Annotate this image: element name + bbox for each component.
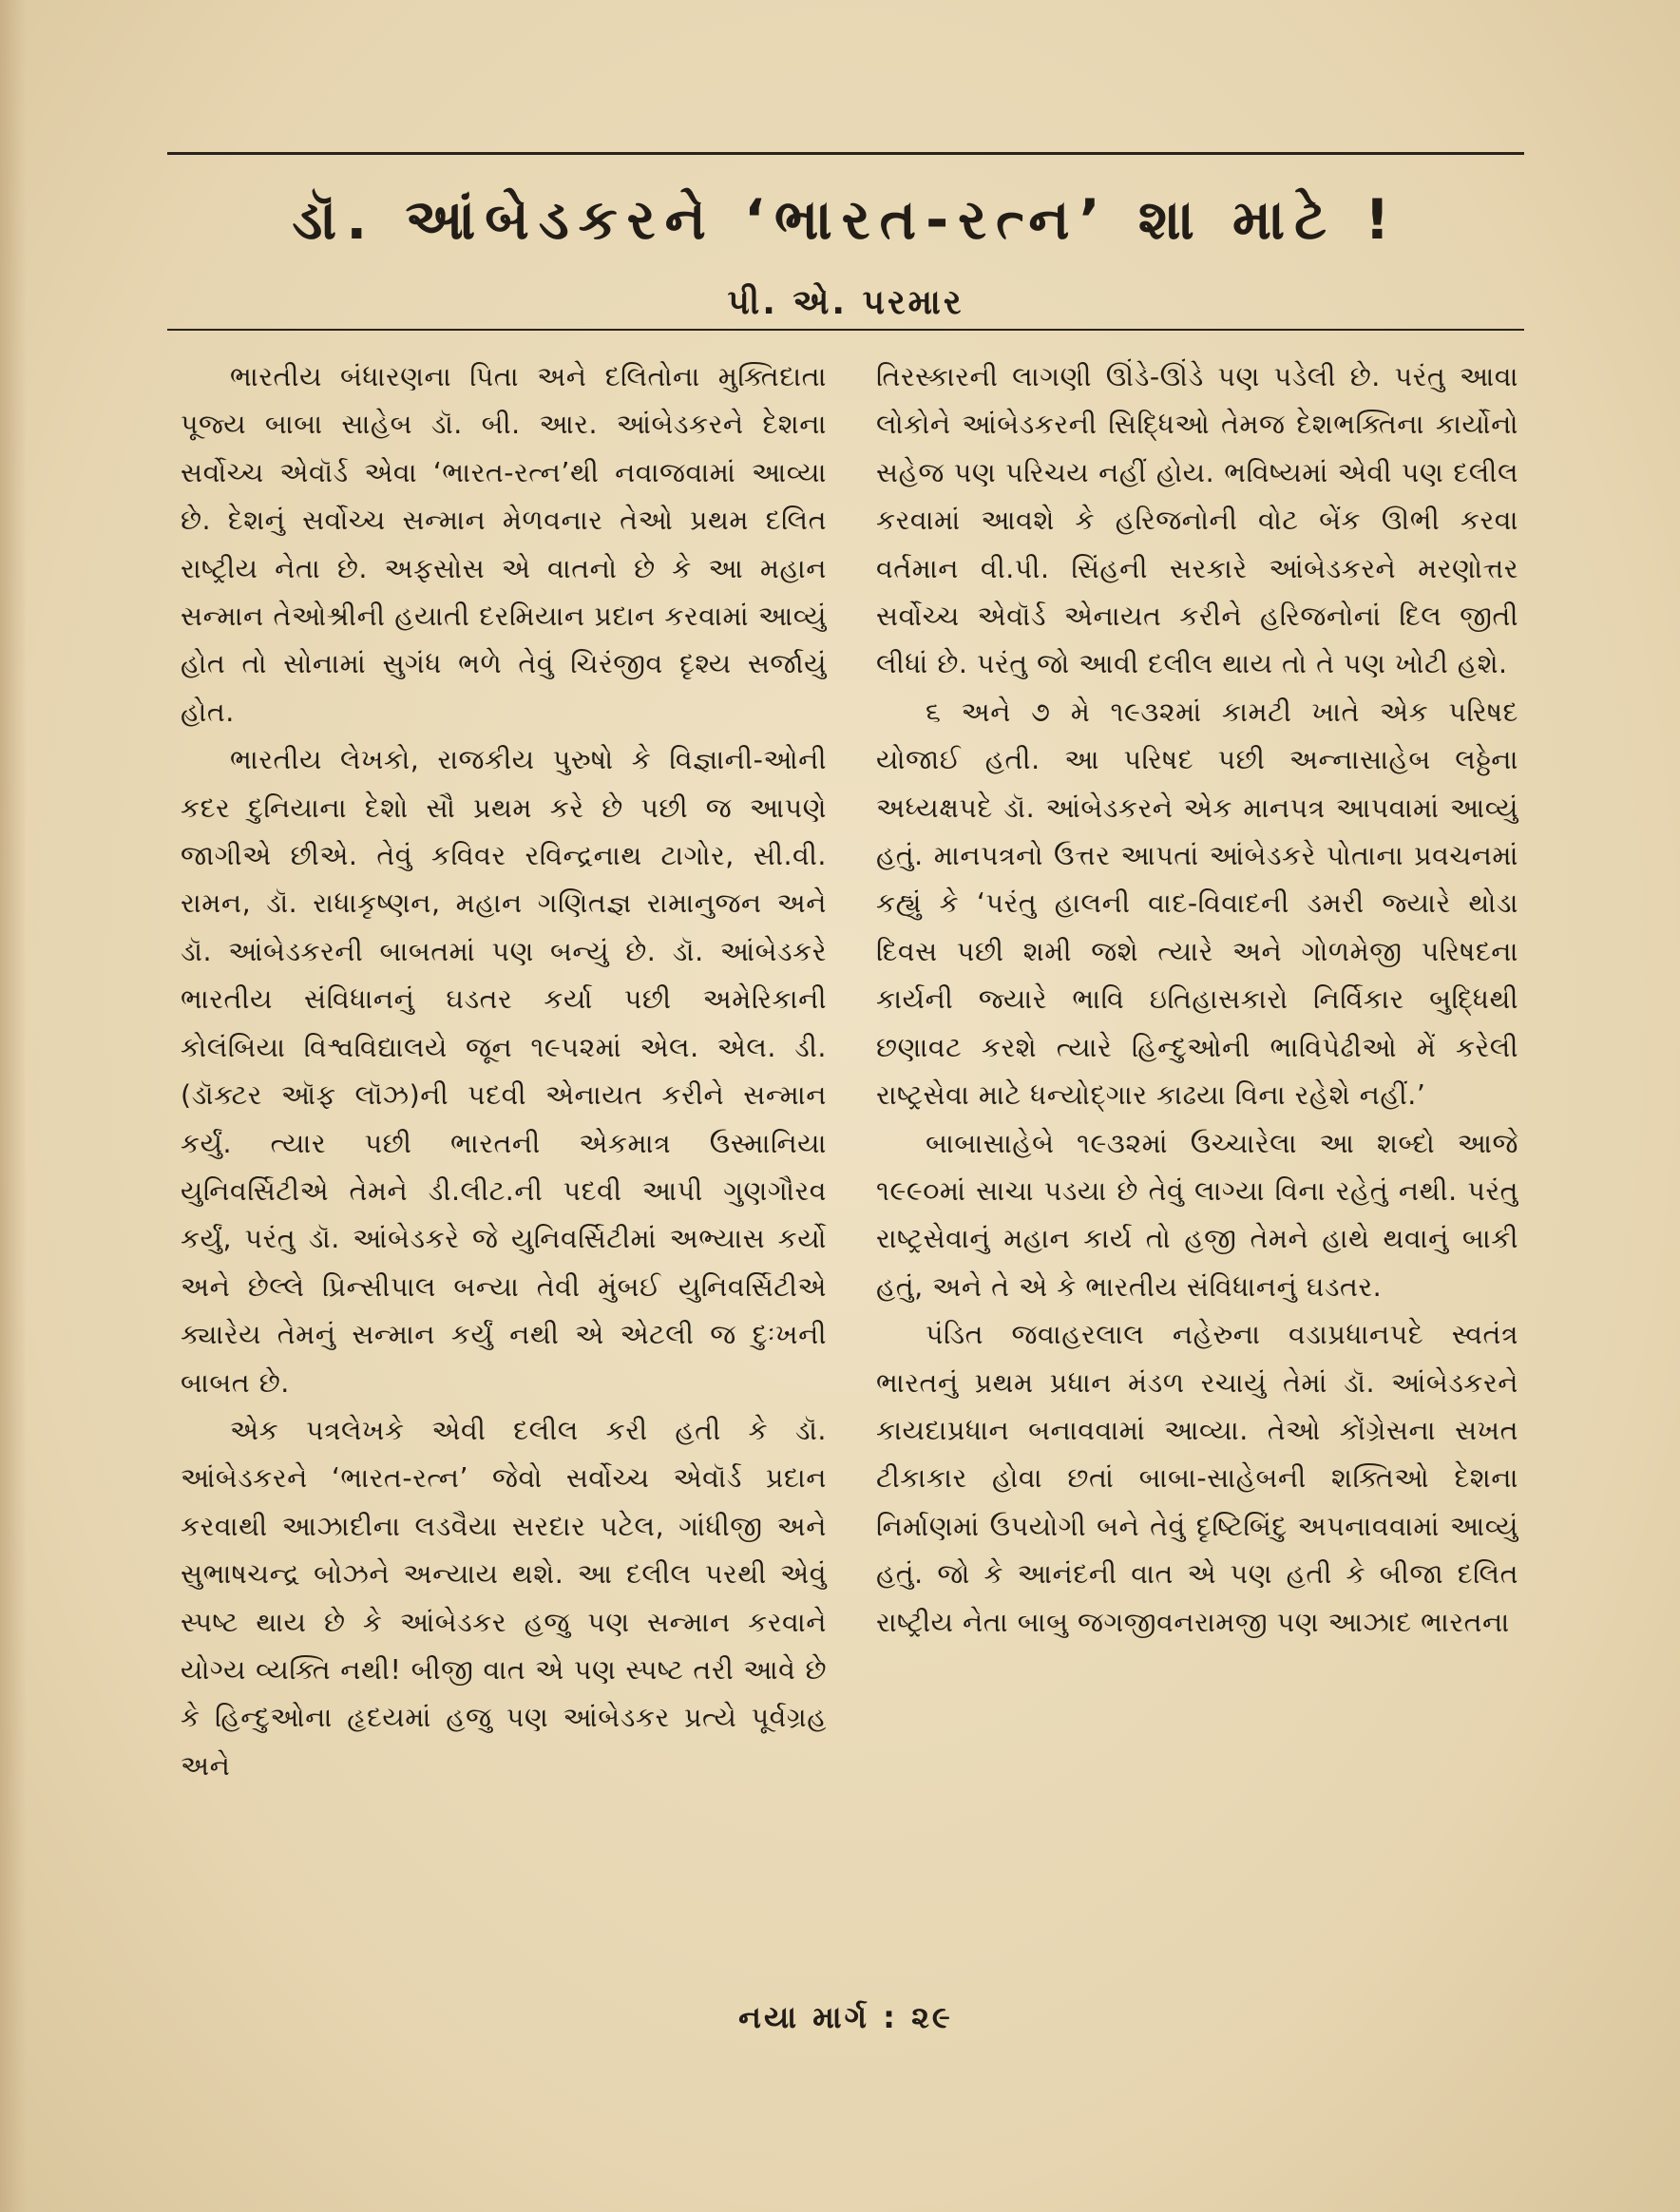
paragraph: એક પત્રલેખકે એવી દલીલ કરી હતી કે ડૉ. આંબેડકરને ‘ભારત-રત્ન’ જેવો સર્વોચ્ચ એવૉર્ડ પ્રદાન કરવાથી આઝાદીના લડવૈયા સરદાર પટેલ, ગાંધીજી અને સુભાષચન્દ્ર બોઝને અન્યાય થશે. આ દલીલ પરથી એવું સ્પષ્ટ થાય છે કે આંબેડકર હજુ પણ સન્માન કરવાને યોગ્ય વ્યક્તિ નથી! બીજી વાત એ પણ સ્પષ્ટ તરી આવે છે કે હિન્દુઓના હૃદયમાં હજુ પણ આંબેડકર પ્રત્યે પૂર્વગ્રહ અને <box>181 1414 827 1782</box>
paragraph: ભારતીય બંધારણના પિતા અને દલિતોના મુક્તિદાતા પૂજ્ય બાબા સાહેબ ડૉ. બી. આર. આંબેડકરને દેશના સર્વોચ્ચ એવૉર્ડ એવા ‘ભારત-રત્ન’થી નવાજવામાં આવ્યા છે. દેશનું સર્વોચ્ચ સન્માન મેળવનાર તેઓ પ્રથમ દલિત રાષ્ટ્રીય નેતા છે. અફસોસ એ વાતનો છે કે આ મહાન સન્માન તેઓશ્રીની હયાતી દરમિયાન પ્રદાન કરવામાં આવ્યું હોત તો સોનામાં સુગંધ ભળે તેવું ચિરંજીવ દૃશ્ય સર્જાયું હોત. <box>181 361 827 728</box>
paragraph: પંડિત જવાહરલાલ નહેરુના વડાપ્રધાનપદે સ્વતંત્ર ભારતનું પ્રથમ પ્રધાન મંડળ રચાયું તેમાં ડૉ. આંબેડકરને કાયદાપ્રધાન બનાવવામાં આવ્યા. તેઓ કોંગ્રેસના સખત ટીકાકાર હોવા છતાં બાબા-સાહેબની શક્તિઓ દેશના નિર્માણમાં ઉપયોગી બને તેવું દૃષ્ટિબિંદુ અપનાવવામાં આવ્યું હતું. જો કે આનંદની વાત એ પણ હતી કે બીજા દલિત રાષ્ટ્રીય નેતા બાબુ જગજીવનરામજી પણ આઝાદ ભારતના <box>876 1319 1518 1638</box>
page-footer: નયા માર્ગ : ૨૯ <box>738 1999 953 2035</box>
right-column <box>876 353 1518 1647</box>
paragraph: તિરસ્કારની લાગણી ઊંડે-ઊંડે પણ પડેલી છે. પરંતુ આવા લોકોને આંબેડકરની સિદ્ધિઓ તેમજ દેશભક્તિના કાર્યોનો સહેજ પણ પરિચય નહીં હોય. ભવિષ્યમાં એવી પણ દલીલ કરવામાં આવશે કે હરિજનોની વોટ બેંક ઊભી કરવા વર્તમાન વી.પી. સિંહની સરકારે આંબેડકરને મરણોત્તર સર્વોચ્ચ એવૉર્ડ એનાયત કરીને હરિજનોનાં દિલ જીતી લીધાં છે. પરંતુ જો આવી દલીલ થાય તો તે પણ ખોટી હશે. <box>876 361 1518 680</box>
author-rule <box>167 329 1524 331</box>
top-rule <box>167 152 1524 155</box>
paragraph: ભારતીય લેખકો, રાજકીય પુરુષો કે વિજ્ઞાની-ઓની કદર દુનિયાના દેશો સૌ પ્રથમ કરે છે પછી જ આપણે જાગીએ છીએ. તેવું કવિવર રવિન્દ્રનાથ ટાગોર, સી.વી. રામન, ડૉ. રાધાકૃષ્ણન, મહાન ગણિતજ્ઞ રામાનુજન અને ડૉ. આંબેડકરની બાબતમાં પણ બન્યું છે. ડૉ. આંબેડકરે ભારતીય સંવિધાનનું ઘડતર કર્યા પછી અમેરિકાની કોલંબિયા વિશ્વવિદ્યાલયે જૂન ૧૯૫૨માં એલ. એલ. ડી. (ડૉક્ટર ઑફ લૉઝ)ની પદવી એનાયત કરીને સન્માન કર્યું. ત્યાર પછી ભારતની એકમાત્ર ઉસ્માનિયા યુનિવર્સિટીએ તેમને ડી.લીટ.ની પદવી આપી ગુણગૌરવ કર્યું, પરંતુ ડૉ. આંબેડકરે જે યુનિવર્સિટીમાં અભ્યાસ કર્યો અને છેલ્લે પ્રિન્સીપાલ બન્યા તેવી મુંબઈ યુનિવર્સિટીએ ક્યારેય તેમનું સન્માન કર્યું નથી એ એટલી જ દુઃખની બાબત છે. <box>181 744 827 1399</box>
article-title: ડૉ. આંબેડકરને ‘ભારત-રત્ન’ શા માટે ! <box>292 187 1400 252</box>
paragraph: ૬ અને ૭ મે ૧૯૩૨માં કામટી ખાતે એક પરિષદ યોજાઈ હતી. આ પરિષદ પછી અન્નાસાહેબ લઠ્ઠેના અધ્યક્ષપદે ડૉ. આંબેડકરને એક માનપત્ર આપવામાં આવ્યું હતું. માનપત્રનો ઉત્તર આપતાં આંબેડકરે પોતાના પ્રવચનમાં કહ્યું કે ‘પરંતુ હાલની વાદ-વિવાદની ડમરી જ્યારે થોડા દિવસ પછી શમી જશે ત્યારે અને ગોળમેજી પરિષદના કાર્યની જ્યારે ભાવિ ઇતિહાસકારો નિર્વિકાર બુદ્ધિથી છણાવટ કરશે ત્યારે હિન્દુઓની ભાવિપેઢીઓ મેં કરેલી રાષ્ટ્રસેવા માટે ધન્યોદ્ગાર કાઢયા વિના રહેશે નહીં.’ <box>876 696 1518 1112</box>
page-edge-shadow <box>0 0 27 2212</box>
article-author: પી. એ. પરમાર <box>727 283 964 322</box>
paragraph: બાબાસાહેબે ૧૯૩૨માં ઉચ્ચારેલા આ શબ્દો આજે ૧૯૯૦માં સાચા પડયા છે તેવું લાગ્યા વિના રહેતું નથી. પરંતુ રાષ્ટ્રસેવાનું મહાન કાર્ય તો હજી તેમને હાથે થવાનું બાકી હતું, અને તે એ કે ભારતીય સંવિધાનનું ઘડતર. <box>876 1127 1518 1303</box>
left-column <box>181 353 827 1790</box>
